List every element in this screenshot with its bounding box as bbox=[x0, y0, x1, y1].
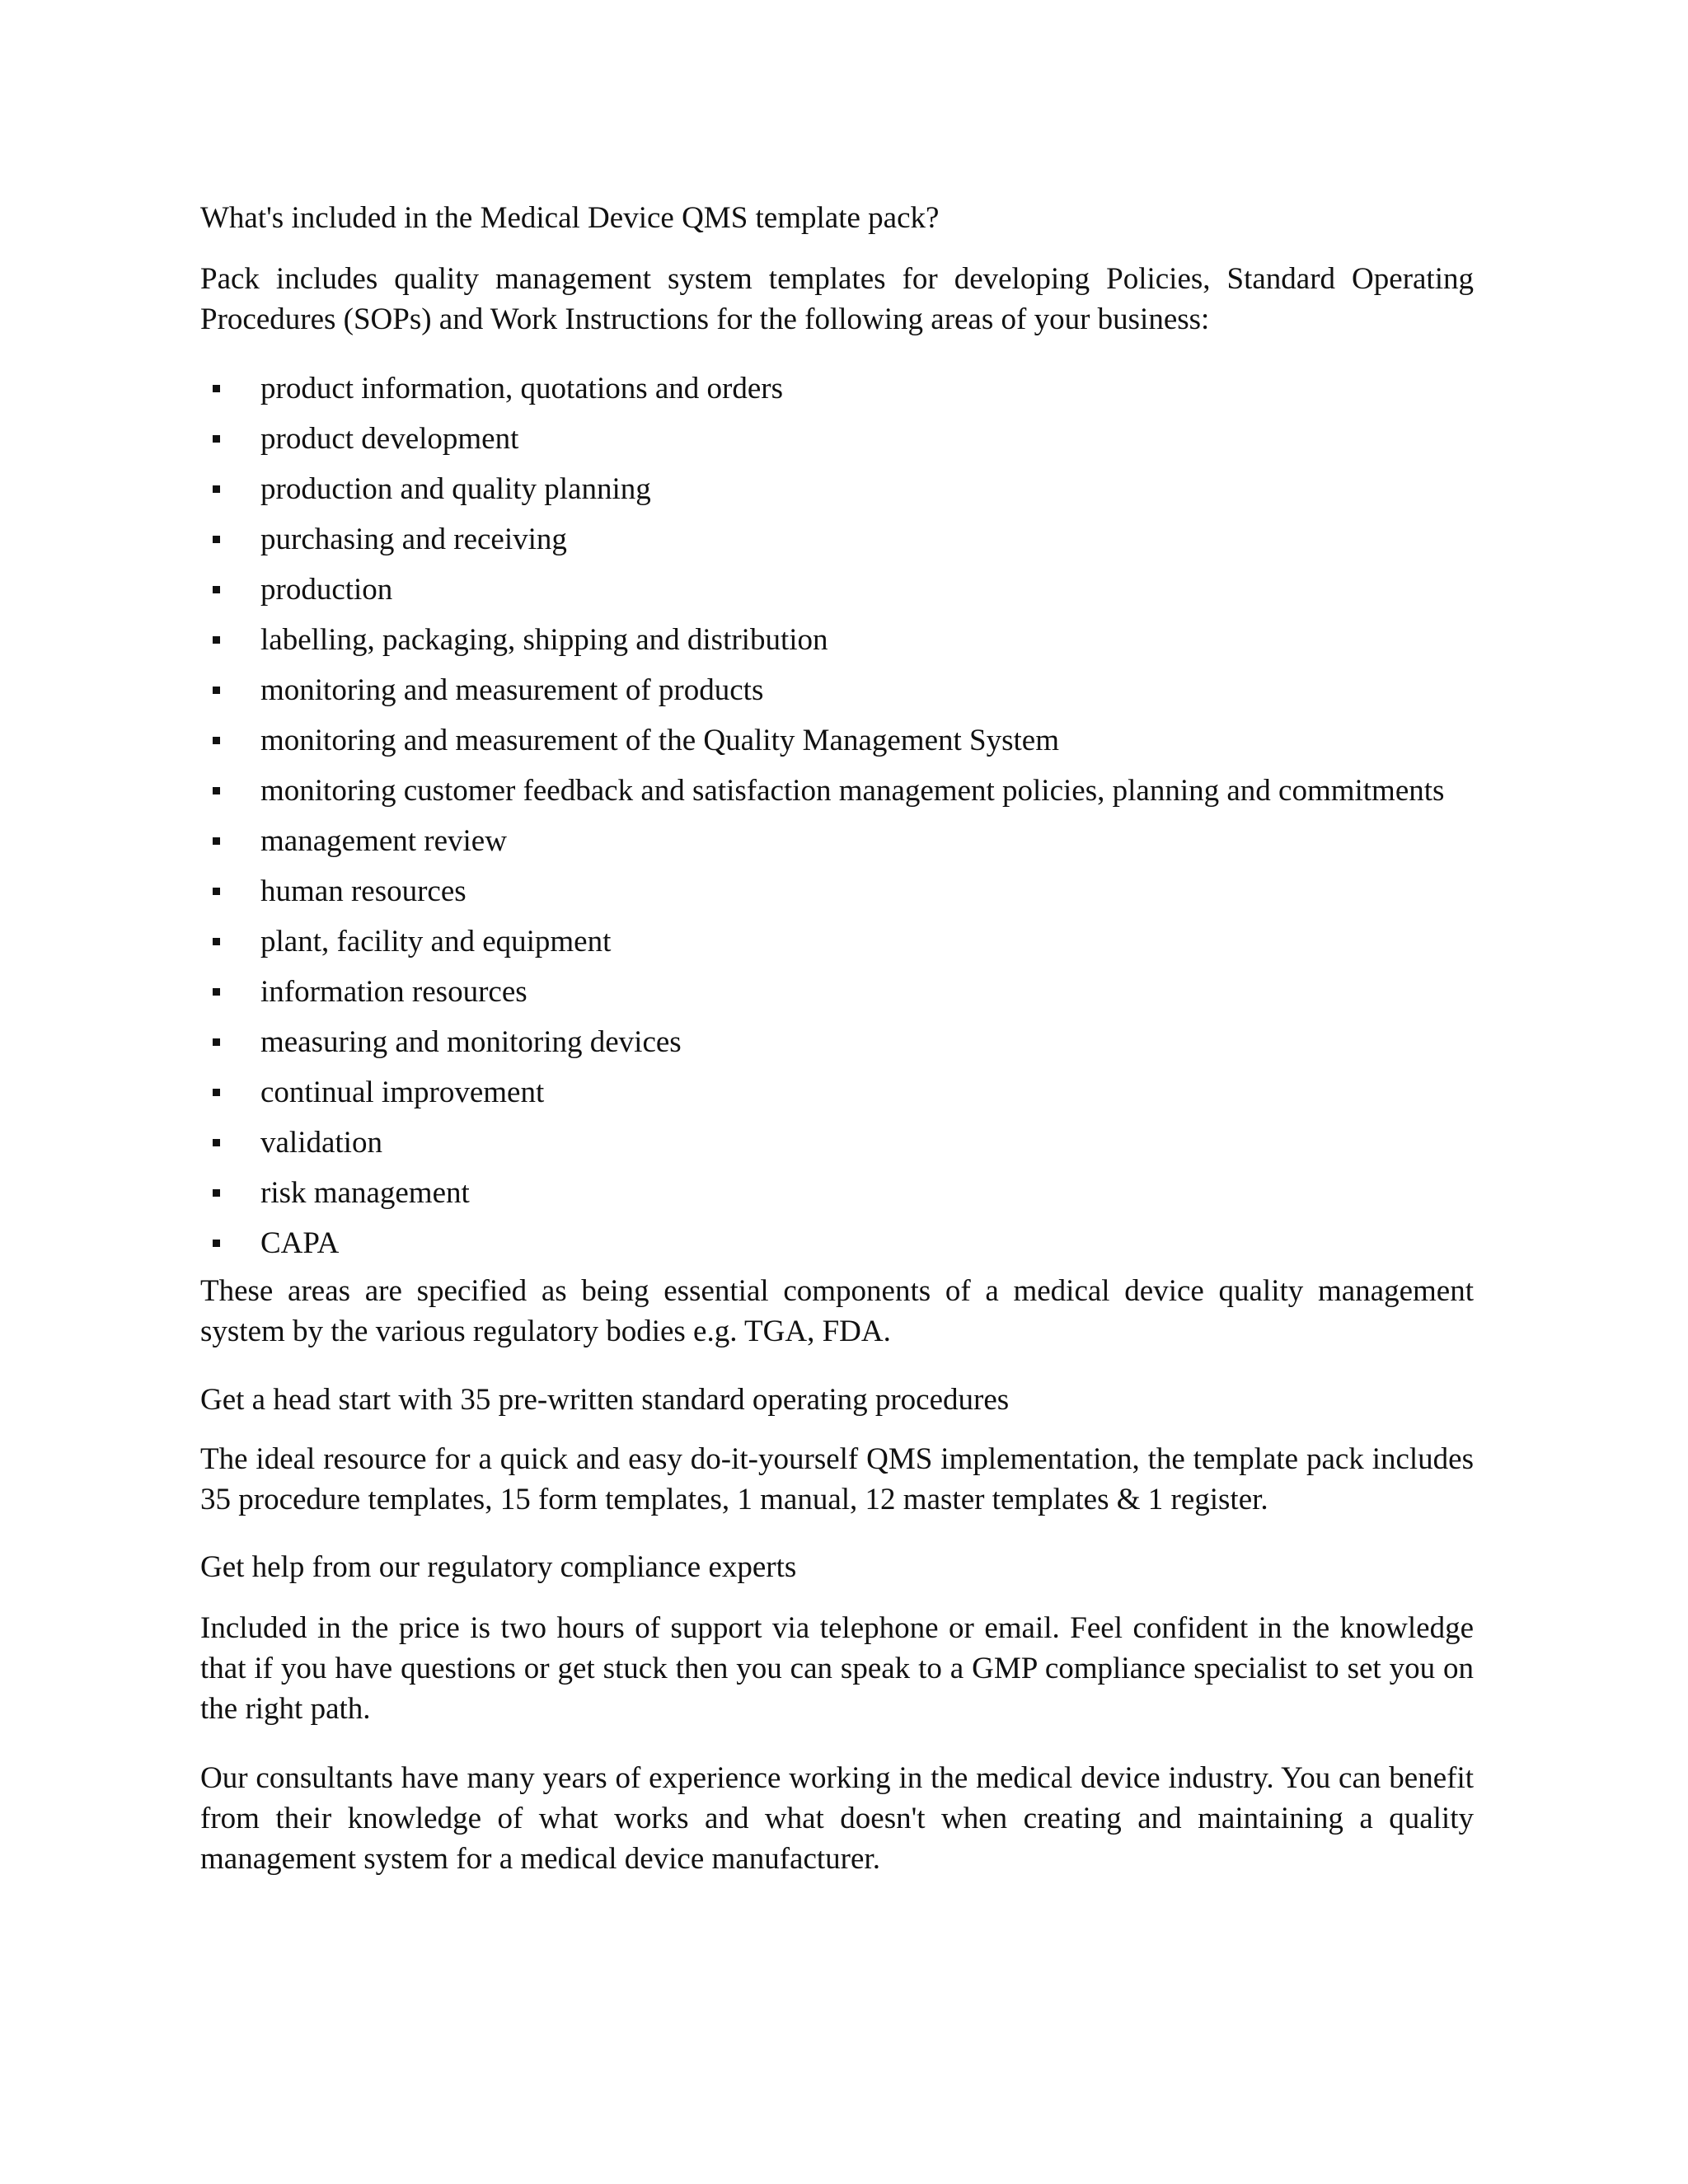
list-item bbox=[200, 469, 1474, 509]
areas-note-paragraph: These areas are specified as being essential components of a medical device quality management system by the various regulatory bodies e.g. TGA, FDA. bbox=[200, 1274, 1474, 1348]
square-bullet-icon bbox=[213, 1240, 220, 1247]
list-item-text: risk management bbox=[260, 1176, 470, 1210]
square-bullet-icon bbox=[213, 485, 220, 493]
list-item-text: monitoring and measurement of the Quality Management System bbox=[260, 724, 1059, 757]
list-item-text: production and quality planning bbox=[260, 472, 651, 506]
list-item bbox=[200, 1122, 1474, 1163]
list-item bbox=[200, 1022, 1474, 1062]
square-bullet-icon bbox=[213, 435, 220, 443]
list-item bbox=[200, 620, 1474, 660]
list-item-text: labelling, packaging, shipping and distribution bbox=[260, 623, 828, 657]
list-item bbox=[200, 419, 1474, 459]
list-item-text: purchasing and receiving bbox=[260, 523, 567, 556]
list-item-text: validation bbox=[260, 1126, 382, 1160]
square-bullet-icon bbox=[213, 988, 220, 996]
square-bullet-icon bbox=[213, 1189, 220, 1197]
list-item-text: CAPA bbox=[260, 1226, 340, 1260]
list-item-text: monitoring customer feedback and satisfaction management policies, planning and commitments bbox=[260, 774, 1445, 808]
list-item-text: monitoring and measurement of products bbox=[260, 673, 764, 707]
square-bullet-icon bbox=[213, 938, 220, 945]
list-item-text: measuring and monitoring devices bbox=[260, 1025, 682, 1059]
square-bullet-icon bbox=[213, 1089, 220, 1096]
closing-paragraph: Our consultants have many years of experience working in the medical device industry. You can benefit from their knowledge of what works and what doesn't when creating and maintaining a quality management system for a medical device manufacturer. bbox=[200, 1761, 1474, 1876]
list-item-text: product information, quotations and orders bbox=[260, 372, 784, 405]
square-bullet-icon bbox=[213, 586, 220, 593]
head-start-heading: Get a head start with 35 pre-written standard operating procedures bbox=[200, 1383, 1010, 1417]
list-item bbox=[200, 871, 1474, 912]
square-bullet-icon bbox=[213, 687, 220, 694]
square-bullet-icon bbox=[213, 636, 220, 644]
list-item bbox=[200, 569, 1474, 610]
list-item-text: production bbox=[260, 573, 393, 607]
list-item-text: information resources bbox=[260, 975, 528, 1009]
list-item bbox=[200, 670, 1474, 710]
square-bullet-icon bbox=[213, 888, 220, 895]
intro-paragraph: Pack includes quality management system templates for developing Policies, Standard Operating Procedures (SOPs) and Work Instructions for the following areas of your business: bbox=[200, 262, 1474, 336]
head-start-paragraph: The ideal resource for a quick and easy do-it-yourself QMS implementation, the template pack includes 35 procedure templates, 15 form templates, 1 manual, 12 master templates & 1 register. bbox=[200, 1442, 1474, 1516]
square-bullet-icon bbox=[213, 385, 220, 392]
square-bullet-icon bbox=[213, 1139, 220, 1146]
square-bullet-icon bbox=[213, 1038, 220, 1046]
list-item bbox=[200, 1173, 1474, 1213]
document-title: What's included in the Medical Device QMS template pack? bbox=[200, 201, 940, 235]
list-item-text: plant, facility and equipment bbox=[260, 925, 612, 958]
square-bullet-icon bbox=[213, 787, 220, 794]
list-item-text: continual improvement bbox=[260, 1076, 545, 1109]
list-item bbox=[200, 821, 1474, 861]
list-item bbox=[200, 771, 1474, 811]
square-bullet-icon bbox=[213, 837, 220, 845]
list-item bbox=[200, 972, 1474, 1012]
document-page bbox=[200, 198, 1474, 1879]
list-item bbox=[200, 519, 1474, 560]
list-item bbox=[200, 1223, 1474, 1263]
square-bullet-icon bbox=[213, 536, 220, 543]
list-item bbox=[200, 1072, 1474, 1113]
list-item bbox=[200, 720, 1474, 761]
list-item-text: management review bbox=[260, 824, 507, 858]
list-item bbox=[200, 921, 1474, 962]
help-paragraph: Included in the price is two hours of support via telephone or email. Feel confident in the knowledge that if you have questions or get stuck then you can speak to a GMP compliance specialist to set you on the right path. bbox=[200, 1611, 1474, 1726]
areas-list bbox=[200, 368, 1474, 1263]
list-item-text: human resources bbox=[260, 874, 467, 908]
list-item bbox=[200, 368, 1474, 409]
list-item-text: product development bbox=[260, 422, 519, 456]
help-heading: Get help from our regulatory compliance experts bbox=[200, 1550, 797, 1584]
square-bullet-icon bbox=[213, 737, 220, 744]
